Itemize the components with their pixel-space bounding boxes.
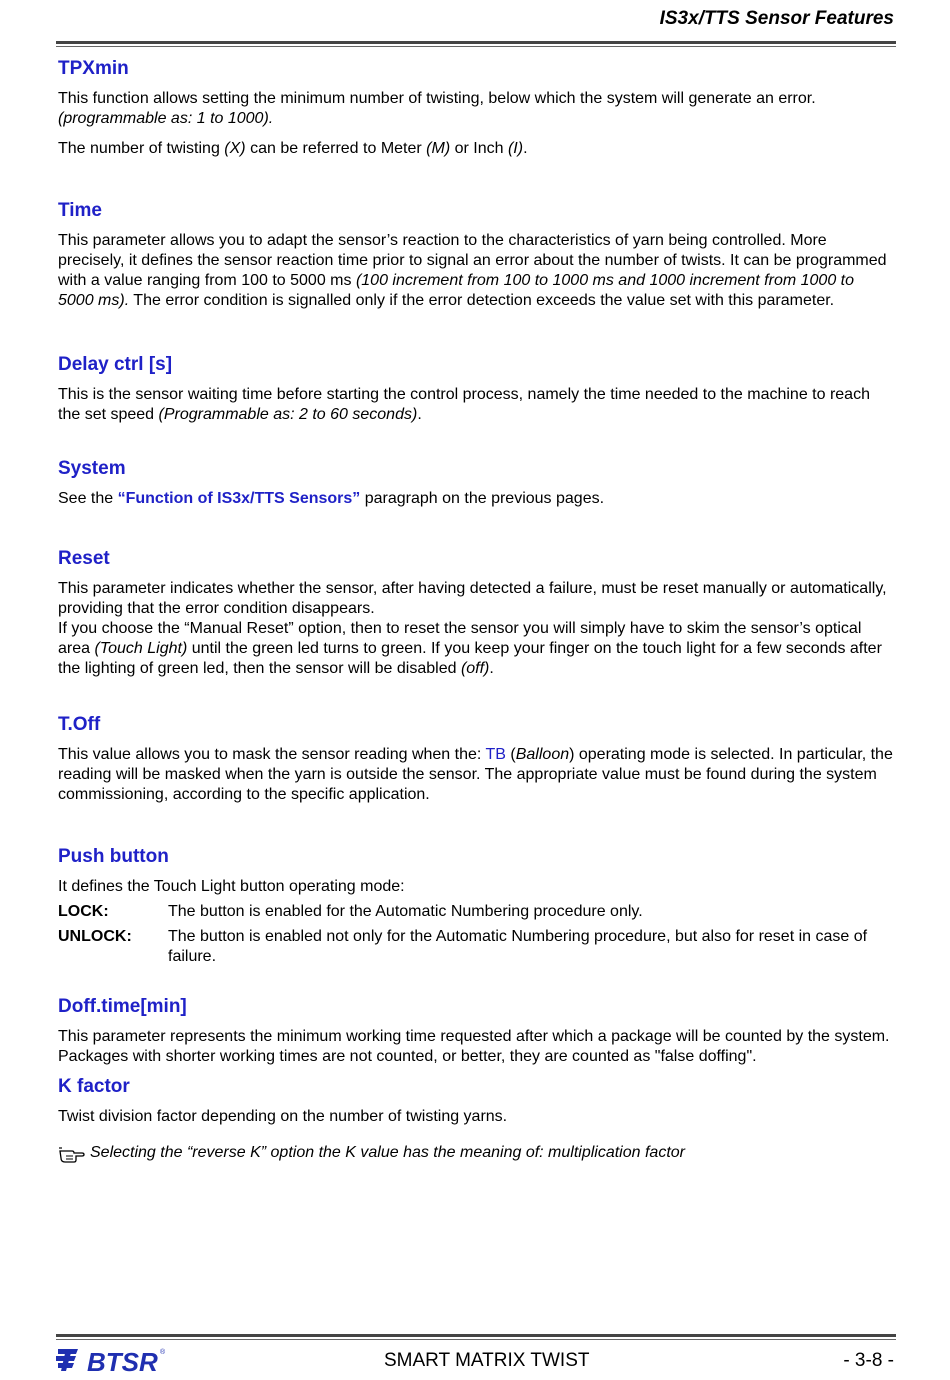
btsr-logo-icon — [56, 1345, 171, 1375]
section-heading: T.Off — [58, 714, 101, 735]
text: Balloon — [515, 746, 570, 763]
text: ) operating mode is selected. In particular, the reading will be masked when the yarn is outside the sensor. The appropriate value must be found during the system commissioning, according to the specific application. — [58, 746, 893, 803]
text: This parameter allows you to adapt the sensor’s reaction to the characteristics of yarn being controlled. More precisely, it defines the sensor reaction time prior to signal an error about the number of twists. It can be programmed with a value ranging from 100 to 5000 ms — [58, 232, 887, 289]
paragraph — [58, 745, 894, 805]
section-heading: Push button — [58, 846, 169, 867]
section-doff-time — [58, 995, 894, 1067]
definition-row — [58, 927, 894, 967]
mode-name: TB — [485, 746, 506, 763]
note — [58, 1143, 894, 1163]
header-rule — [56, 41, 896, 47]
note-text: Selecting the “reverse K” option the K value has the meaning of: multiplication factor — [90, 1144, 685, 1161]
text: The error condition is signalled only if the error detection exceeds the value set with this parameter. — [129, 292, 835, 309]
text: (Touch Light) — [94, 640, 188, 657]
range-note: (programmable as: 1 to 1000). — [58, 110, 274, 127]
text: This value allows you to mask the sensor reading when the: — [58, 746, 486, 763]
section-reset — [58, 547, 894, 679]
text: or Inch — [450, 140, 508, 157]
paragraph — [58, 139, 894, 159]
text: (Programmable as: 2 to 60 seconds) — [158, 406, 418, 423]
section-system — [58, 457, 894, 509]
section-time — [58, 199, 894, 311]
definition-term: UNLOCK: — [58, 928, 132, 945]
section-heading: K factor — [58, 1076, 130, 1097]
section-toff — [58, 713, 894, 805]
cross-reference-link[interactable]: “Function of IS3x/TTS Sensors” — [117, 490, 361, 507]
text: (I) — [507, 140, 524, 157]
section-heading: System — [58, 458, 126, 479]
text: (off) — [460, 660, 490, 677]
text: can be referred to Meter — [245, 140, 427, 157]
text: (M) — [426, 140, 451, 157]
pointing-hand-icon — [58, 1145, 86, 1163]
definition-row — [58, 902, 894, 922]
section-k-factor — [58, 1075, 894, 1163]
section-heading: Doff.time[min] — [58, 996, 187, 1017]
footer-rule — [56, 1334, 896, 1340]
paragraph — [58, 89, 894, 129]
paragraph — [58, 489, 894, 509]
text: until the green led turns to green. If you keep your finger on the touch light for a few seconds after the lighting of green led, then the sensor will be disabled — [58, 640, 882, 677]
section-delay-ctrl — [58, 353, 894, 425]
text: . — [489, 660, 494, 677]
paragraph: Twist division factor depending on the number of twisting yarns. — [58, 1108, 508, 1125]
logo-text: BTSR — [87, 1347, 158, 1375]
text: This function allows setting the minimum number of twisting, below which the system will generate an error. — [58, 90, 816, 107]
paragraph: This parameter represents the minimum working time requested after which a package will be counted by the system. Packages with shorter working times are not counted, or better, they are counted as "false doffing". — [58, 1028, 890, 1065]
text: (100 increment from 100 to 1000 ms and 1000 increment from 1000 to 5000 ms). — [58, 272, 855, 309]
page-number: - 3-8 - — [843, 1350, 894, 1371]
text: If you choose the “Manual Reset” option, then to reset the sensor you will simply have to skim the sensor’s optical area — [58, 620, 862, 657]
footer-title: SMART MATRIX TWIST — [384, 1350, 590, 1371]
paragraph — [58, 385, 894, 425]
section-heading: Delay ctrl [s] — [58, 354, 173, 375]
section-push-button — [58, 845, 894, 967]
definition-description: The button is enabled for the Automatic Numbering procedure only. — [168, 903, 643, 920]
section-heading: TPXmin — [58, 58, 129, 79]
text: ( — [505, 746, 516, 763]
paragraph: It defines the Touch Light button operating mode: — [58, 878, 405, 895]
section-heading: Time — [58, 200, 103, 221]
definition-term: LOCK: — [58, 903, 109, 920]
definition-description: The button is enabled not only for the Automatic Numbering procedure, but also for reset in case of failure. — [168, 928, 868, 965]
section-tpxmin — [58, 57, 894, 159]
text: (X) — [224, 140, 246, 157]
text: This is the sensor waiting time before starting the control process, namely the time needed to the machine to reach the set speed — [58, 386, 870, 423]
paragraph: This parameter indicates whether the sensor, after having detected a failure, must be reset manually or automatically, providing that the error condition disappears. — [58, 580, 887, 617]
header-title: IS3x/TTS Sensor Features — [659, 8, 894, 29]
paragraph — [58, 619, 894, 679]
text: . — [523, 140, 528, 157]
paragraph — [58, 231, 894, 311]
btsr-logo — [56, 1345, 171, 1380]
text: The number of twisting — [58, 140, 225, 157]
page-content — [58, 57, 894, 1163]
text: See the — [58, 490, 118, 507]
svg-text:®: ® — [160, 1349, 166, 1356]
section-heading: Reset — [58, 548, 110, 569]
text: . — [417, 406, 422, 423]
text: paragraph on the previous pages. — [360, 490, 605, 507]
